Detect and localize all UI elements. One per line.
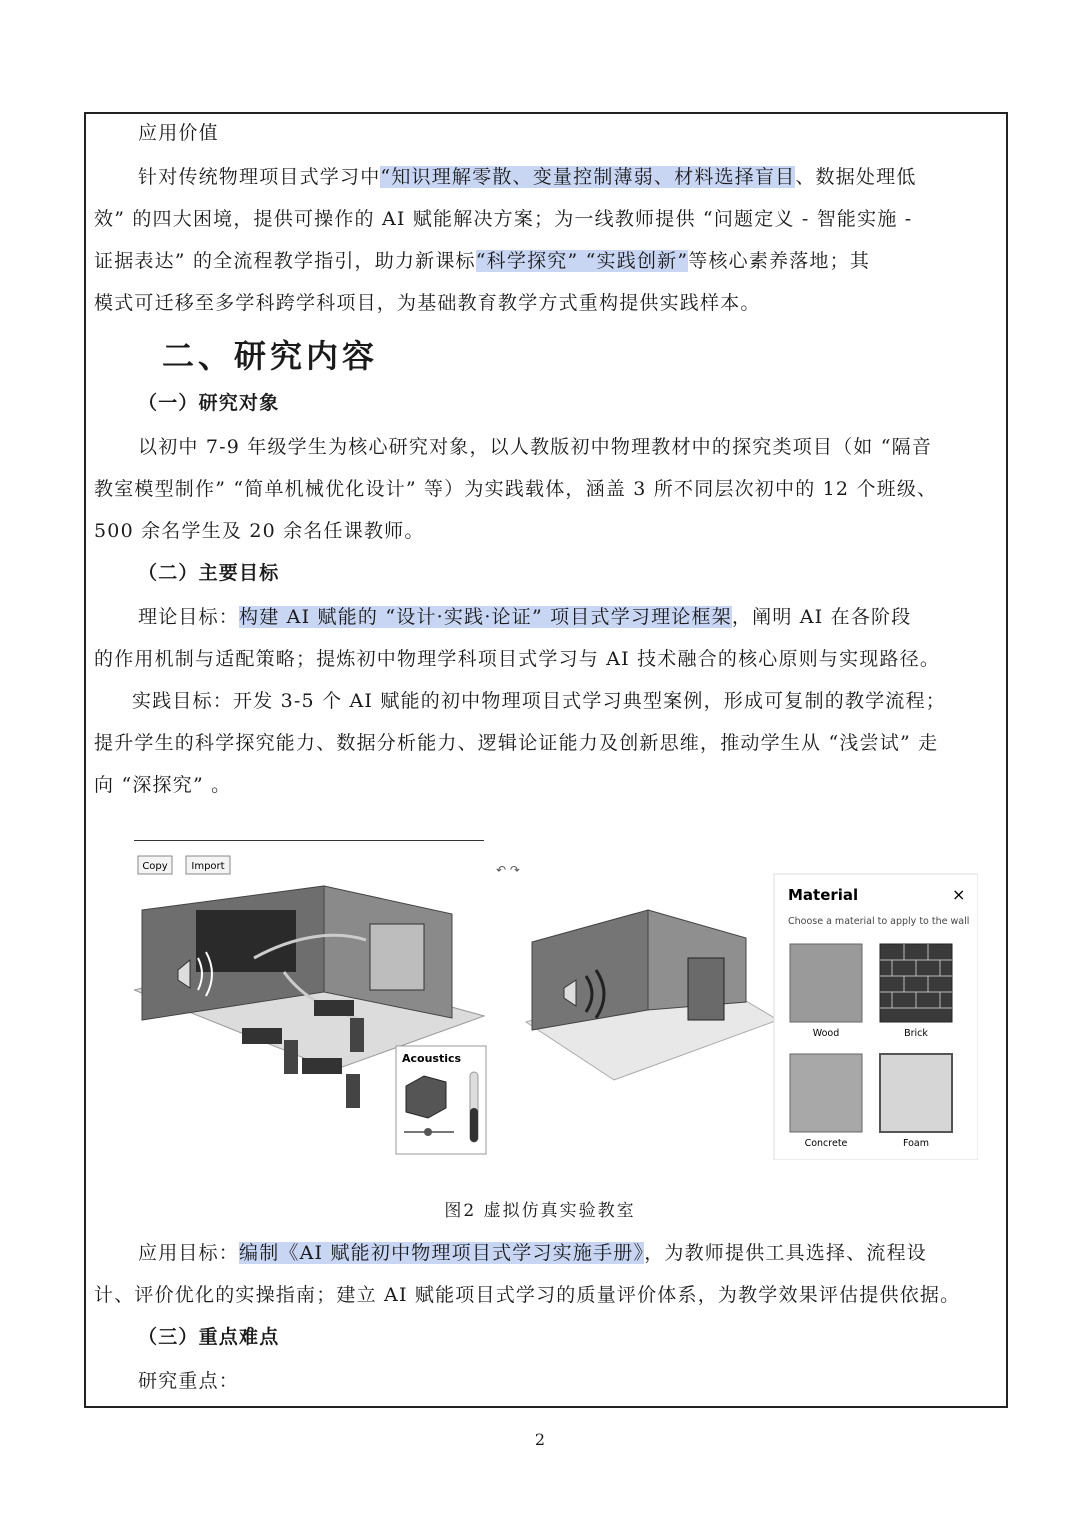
close-icon[interactable]: × <box>952 885 966 904</box>
para-line: 研究重点： <box>138 1370 240 1392</box>
chair <box>346 1074 360 1108</box>
lab-wall-left <box>532 910 648 1030</box>
material-subtitle: Choose a material to apply to the wall <box>788 916 970 927</box>
para-line: 理论目标：构建 AI 赋能的 “设计·实践·论证” 项目式学习理论框架，阐明 AI 在各阶段 <box>138 606 912 628</box>
desk <box>314 1000 354 1016</box>
subsection-title-research-object: （一）研究对象 <box>138 392 280 414</box>
para-line: 效” 的四大困境，提供可操作的 AI 赋能解决方案；为一线教师提供 “问题定义 - 智能实施 - <box>94 208 913 230</box>
window-panel <box>370 924 424 990</box>
desk <box>302 1058 342 1074</box>
copy-button-label: Copy <box>142 861 168 872</box>
figure-caption: 图2 虚拟仿真实验教室 <box>444 1201 636 1221</box>
desk <box>242 1028 282 1044</box>
vertical-slider-fill <box>470 1108 478 1142</box>
material-label-foam: Foam <box>902 1138 930 1149</box>
para-line: 向 “深探究” 。 <box>94 774 232 796</box>
highlight-text: “科学探究” “实践创新” <box>475 250 689 272</box>
material-label-wood: Wood <box>812 1028 840 1039</box>
para-line: 模式可迁移至多学科跨学科项目，为基础教育教学方式重构提供实践样本。 <box>94 292 761 314</box>
para-line: 实践目标：开发 3-5 个 AI 赋能的初中物理项目式学习典型案例，形成可复制的教学流程； <box>132 690 946 712</box>
para-line: 500 余名学生及 20 余名任课教师。 <box>94 520 425 542</box>
material-cube <box>406 1076 446 1118</box>
para-line: 计、评价优化的实操指南；建立 AI 赋能项目式学习的质量评价体系，为教学效果评估提供依据。 <box>94 1284 961 1306</box>
material-label-concrete: Concrete <box>804 1138 848 1149</box>
virtual-lab-figure <box>134 840 978 1160</box>
para-line: 提升学生的科学探究能力、数据分析能力、逻辑论证能力及创新思维，推动学生从 “浅尝试” 走 <box>94 732 939 754</box>
para-line: 教室模型制作” “简单机械优化设计” 等）为实践载体，涵盖 3 所不同层次初中的 12 个班级、 <box>94 478 938 500</box>
para-line: 针对传统物理项目式学习中“知识理解零散、变量控制薄弱、材料选择盲目、数据处理低 <box>138 166 917 188</box>
slider-handle[interactable] <box>424 1128 432 1136</box>
material-swatch-concrete[interactable] <box>790 1054 862 1132</box>
acoustics-label: Acoustics <box>402 1052 462 1065</box>
page-number: 2 <box>534 1430 546 1449</box>
material-swatch-wood[interactable] <box>790 944 862 1022</box>
material-title: Material <box>788 886 859 904</box>
subsection-title-key-difficulties: （三）重点难点 <box>138 1326 280 1348</box>
para-line: 应用目标：编制《AI 赋能初中物理项目式学习实施手册》，为教师提供工具选择、流程设 <box>138 1242 927 1264</box>
highlight-text: “知识理解零散、变量控制薄弱、材料选择盲目 <box>380 166 796 188</box>
para-line: 的作用机制与适配策略；提炼初中物理学科项目式学习与 AI 技术融合的核心原则与实现路径。 <box>94 648 941 670</box>
material-swatch-foam[interactable] <box>880 1054 952 1132</box>
material-label-brick: Brick <box>904 1028 928 1039</box>
highlight-text: 构建 AI 赋能的 “设计·实践·论证” 项目式学习理论框架 <box>239 606 732 628</box>
para-line: 证据表达” 的全流程教学指引，助力新课标“科学探究” “实践创新”等核心素养落地；其 <box>94 250 871 272</box>
chair <box>284 1040 298 1074</box>
import-button-label: Import <box>191 861 225 872</box>
chair <box>350 1018 364 1052</box>
undo-icon[interactable]: ↶ ↷ <box>496 863 520 877</box>
material-swatch-brick[interactable] <box>880 944 952 1022</box>
para-heading-application-value: 应用价值 <box>138 122 219 144</box>
para-line: 以初中 7-9 年级学生为核心研究对象，以人教版初中物理教材中的探究类项目（如 “隔音 <box>138 436 933 458</box>
highlight-text: 编制《AI 赋能初中物理项目式学习实施手册》 <box>239 1242 645 1264</box>
subsection-title-main-goals: （二）主要目标 <box>138 562 280 584</box>
page-frame <box>84 112 1008 1149</box>
section-title: 二、研究内容 <box>162 337 379 375</box>
cabinet-object <box>688 958 724 1020</box>
